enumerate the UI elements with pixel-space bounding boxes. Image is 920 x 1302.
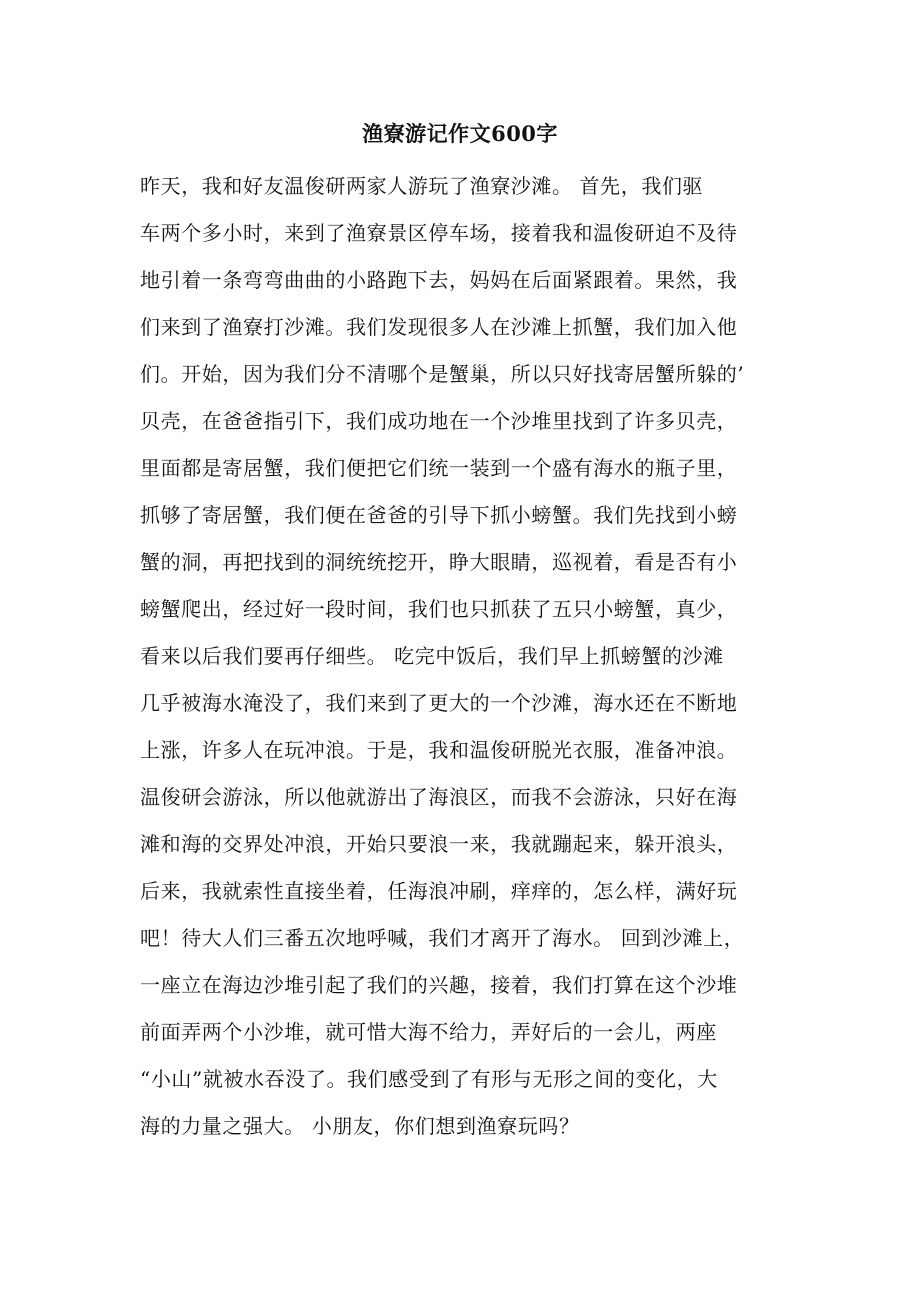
text-line: 昨天，我和好友温俊研两家人游玩了渔寮沙滩。 首先，我们驱 (140, 174, 704, 198)
text-line: 前面弄两个小沙堆，就可惜大海不给力，弄好后的一会儿，两座 (140, 1020, 717, 1044)
text-line: 上涨，许多人在玩冲浪。于是，我和温俊研脱光衣服，准备冲浪。 (140, 738, 738, 762)
text-line: 后来，我就索性直接坐着，任海浪冲刷，痒痒的，怎么样，满好玩 (140, 879, 738, 903)
text-line: 温俊研会游泳，所以他就游出了海浪区，而我不会游泳，只好在海 (140, 785, 738, 809)
document-title: 渔寮游记作文600字 (362, 121, 558, 146)
text-line: 们来到了渔寮打沙滩。我们发现很多人在沙滩上抓蟹，我们加入他 (140, 315, 738, 339)
text-line: 看来以后我们要再仔细些。 吃完中饭后，我们早上抓螃蟹的沙滩 (140, 644, 724, 668)
text-line: “小山”就被水吞没了。我们感受到了有形与无形之间的变化，大 (140, 1067, 718, 1091)
text-line: 滩和海的交界处冲浪，开始只要浪一来，我就蹦起来，躲开浪头， (140, 832, 738, 856)
text-line: 抓够了寄居蟹，我们便在爸爸的引导下抓小螃蟹。我们先找到小螃 (140, 503, 738, 527)
text-line: 地引着一条弯弯曲曲的小路跑下去，妈妈在后面紧跟着。果然，我 (140, 268, 738, 292)
text-line: 一座立在海边沙堆引起了我们的兴趣，接着，我们打算在这个沙堆 (140, 973, 738, 997)
text-line: 几乎被海水淹没了，我们来到了更大的一个沙滩，海水还在不断地 (140, 691, 738, 715)
text-line: 贝壳，在爸爸指引下，我们成功地在一个沙堆里找到了许多贝壳， (140, 409, 738, 433)
text-line: 里面都是寄居蟹，我们便把它们统一装到一个盛有海水的瓶子里， (140, 456, 738, 480)
text-line: 们。开始，因为我们分不清哪个是蟹巢，所以只好找寄居蟹所躲的’ (140, 362, 745, 386)
document-body (140, 168, 800, 1155)
text-line: 蟹的洞，再把找到的洞统统挖开，睁大眼睛，巡视着，看是否有小 (140, 550, 738, 574)
text-line: 螃蟹爬出，经过好一段时间，我们也只抓获了五只小螃蟹，真少， (140, 597, 738, 621)
text-line: 海的力量之强大。 小朋友，你们想到渔寮玩吗？ (140, 1114, 580, 1138)
text-line: 车两个多小时，来到了渔寮景区停车场，接着我和温俊研迫不及待 (140, 221, 738, 245)
text-line: 吧！待大人们三番五次地呼喊，我们才离开了海水。 回到沙滩上， (140, 926, 745, 950)
